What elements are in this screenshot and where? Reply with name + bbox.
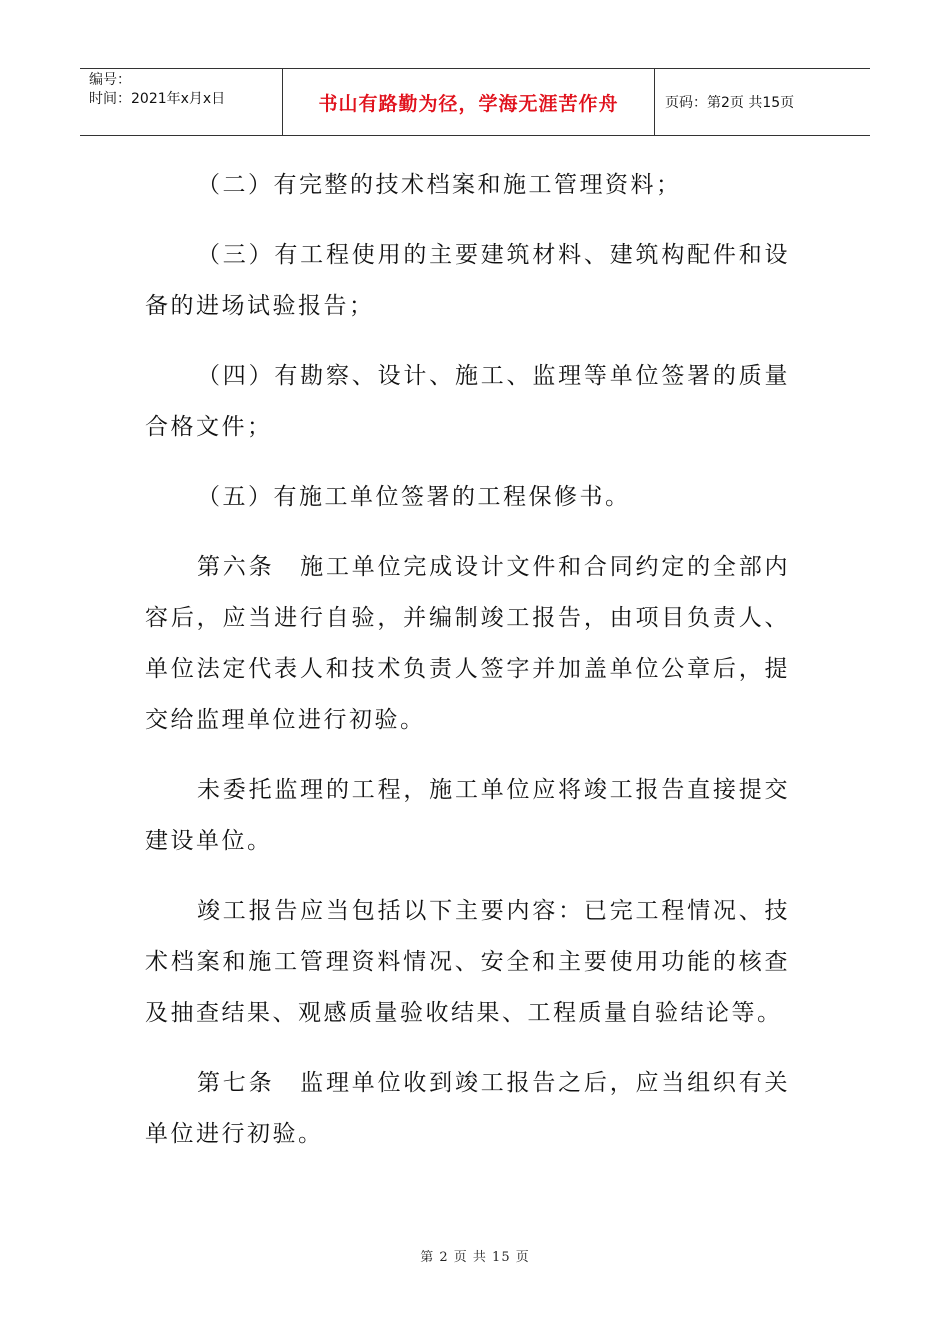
document-date-label: 时间：2021年x月x日 <box>89 91 226 107</box>
document-header <box>80 68 870 136</box>
header-meta-cell <box>80 69 283 135</box>
document-body <box>145 160 790 1179</box>
paragraph: （三）有工程使用的主要建筑材料、建筑构配件和设备的进场试验报告； <box>145 242 790 319</box>
paragraph: 竣工报告应当包括以下主要内容：已完工程情况、技术档案和施工管理资料情况、安全和主要使用功能的核查及抽查结果、观感质量验收结果、工程质量自验结论等。 <box>145 898 790 1026</box>
page-footer: 第 2 页 共 15 页 <box>420 1250 530 1265</box>
paragraph: （五）有施工单位签署的工程保修书。 <box>197 484 631 510</box>
paragraph: （二）有完整的技术档案和施工管理资料； <box>197 172 682 198</box>
document-number-label: 编号： <box>89 72 131 88</box>
paragraph: 未委托监理的工程，施工单位应将竣工报告直接提交建设单位。 <box>145 777 790 854</box>
paragraph: （四）有勘察、设计、施工、监理等单位签署的质量合格文件； <box>145 363 790 440</box>
paragraph: 第六条 施工单位完成设计文件和合同约定的全部内容后，应当进行自验，并编制竣工报告，由项目负责人、单位法定代表人和技术负责人签字并加盖单位公章后，提交给监理单位进行初验。 <box>145 554 790 733</box>
header-page-cell <box>655 69 870 135</box>
header-motto: 书山有路勤为径，学海无涯苦作舟 <box>318 92 619 115</box>
header-motto-cell <box>283 69 655 135</box>
header-page-info: 页码：第2页 共15页 <box>665 95 795 111</box>
paragraph: 第七条 监理单位收到竣工报告之后，应当组织有关单位进行初验。 <box>145 1070 790 1147</box>
